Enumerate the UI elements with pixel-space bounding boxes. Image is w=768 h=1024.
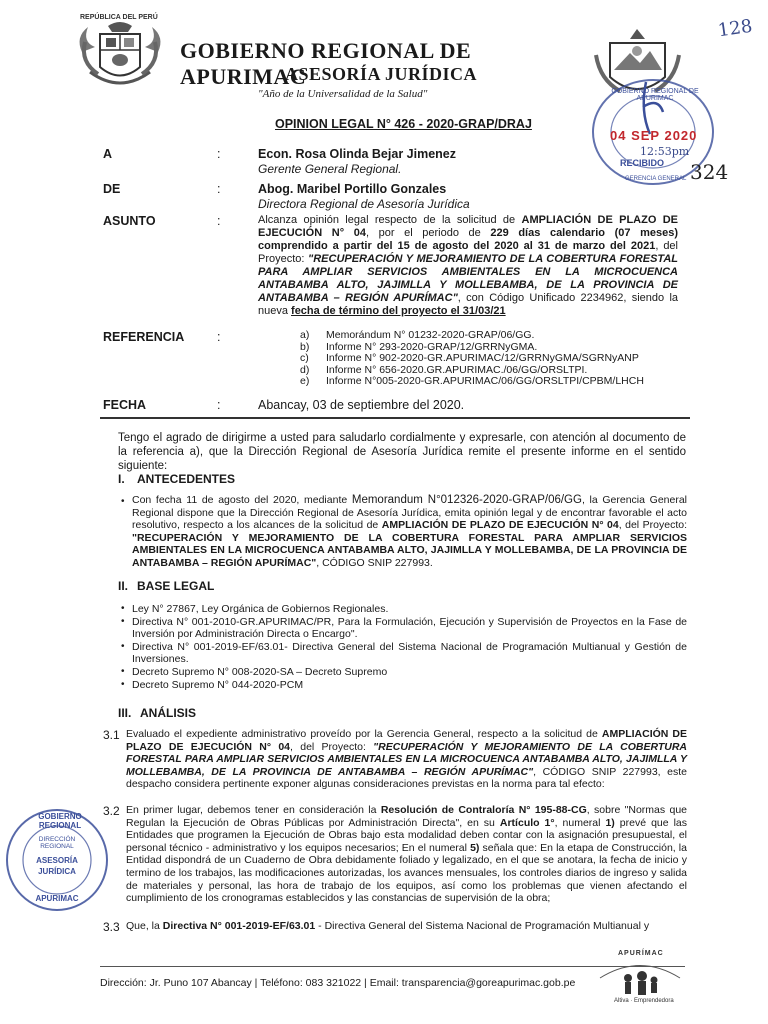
colon: : xyxy=(217,214,221,228)
section-number: I. xyxy=(118,472,125,486)
coat-of-arms xyxy=(70,12,170,97)
analysis-paragraph-3-3: Que, la Directiva N° 001-2019-EF/63.01 - Directiva General del Sistema Nacional de Programación Multianual y xyxy=(126,920,650,932)
reference-item: d) Informe N° 656-2020.GR.APURIMAC./06/GG/ORSLTPI. xyxy=(300,363,588,376)
paragraph-number: 3.3 xyxy=(103,920,120,934)
reference-item: e) Informe N°005-2020-GR.APURIMAC/06/GG/ORSLTPI/CPBM/LHCH xyxy=(300,375,644,388)
header-divider xyxy=(100,417,690,419)
bullet-icon: • xyxy=(121,665,125,677)
field-label-de: DE xyxy=(103,182,121,196)
reference-item: a) Memorándum N° 01232-2020-GRAP/06/GG. xyxy=(300,329,535,341)
stamp-received: RECIBIDO xyxy=(620,158,665,168)
stamp-ring-text: GOBIERNO REGIONAL xyxy=(38,812,82,830)
field-label-asunto: ASUNTO xyxy=(103,214,156,228)
bullet-icon: • xyxy=(121,496,125,507)
document-date: Abancay, 03 de septiembre del 2020. xyxy=(258,398,465,412)
section-title-antecedentes: ANTECEDENTES xyxy=(137,472,236,486)
stamp-inner-text: DIRECCIÓN REGIONAL xyxy=(38,836,76,850)
logo-text: APURÍMAC xyxy=(618,950,664,957)
page-subtitle: ASESORÍA JURÍDICA xyxy=(285,64,478,84)
bullet-icon: • xyxy=(121,603,125,614)
colon: : xyxy=(217,330,221,344)
bullet-icon: • xyxy=(121,615,125,627)
sender-role: Directora Regional de Asesoría Jurídica xyxy=(258,197,470,211)
section-number: II. xyxy=(118,579,129,593)
handwritten-page-number: 128 xyxy=(716,15,754,42)
page-title: GOBIERNO REGIONAL DE APURIMAC xyxy=(180,38,472,89)
base-legal-list xyxy=(121,603,687,691)
bullet-icon: • xyxy=(121,678,125,690)
subject-text: Alcanza opinión legal respecto de la solicitud de AMPLIACIÓN DE PLAZO DE EJECUCIÓN N° 04, por el periodo de 229 días calendario (07 meses) comprendido a partir del 15 de agosto del 2020 al 31 de marzo del 2021, del Proyecto: "RECUPERACIÓN Y MEJORAMIENTO DE LA COBERTURA FORESTAL PARA AMPLIAR SERVICIOS AMBIENTALES EN LA MICROCUENCA ANTABAMBA ALTO, JAJIMLLA Y MOLLEBAMBA, DE LA PROVINCIA DE ANTABAMBA – REGIÓN APURÍMAC", con Código Unificado 2234962, siendo la nueva fecha de término del proyecto el 31/03/21 xyxy=(258,214,679,317)
list-item: • Decreto Supremo N° 008-2020-SA – Decreto Supremo xyxy=(121,665,388,678)
field-label-a: A xyxy=(103,147,113,161)
list-item: • Ley N° 27867, Ley Orgánica de Gobiernos Regionales. xyxy=(121,603,389,615)
reference-list xyxy=(300,330,644,388)
colon: : xyxy=(217,147,221,161)
recipient-role: Gerente General Regional. xyxy=(258,162,402,176)
stamp-date: 04 SEP 2020 xyxy=(610,128,698,143)
stamp-bottom-text: APURIMAC xyxy=(35,894,79,903)
field-label-referencia: REFERENCIA xyxy=(103,330,185,344)
list-item: • Directiva N° 001-2010-GR.APURIMAC/PR, Para la Formulación, Ejecución y Supervisión de Proyectos en la Fase de Inversión por Administración Directa o Encargo". xyxy=(121,615,687,641)
reference-item: c) Informe N° 902-2020-GR.APURIMAC/12/GRRNyGMA/SGRNyANP xyxy=(300,352,639,365)
logo-subtext: Altiva · Emprendedora xyxy=(614,998,674,1004)
coat-of-arms-caption: REPÚBLICA DEL PERÚ xyxy=(80,14,158,21)
document-title: OPINION LEGAL N° 426 - 2020-GRAP/DRAJ xyxy=(275,117,532,131)
paragraph-number: 3.2 xyxy=(103,804,120,818)
analysis-paragraph-3-1: Evaluado el expediente administrativo proveído por la Gerencia General, respecto a la solicitud de AMPLIACIÓN DE PLAZO DE EJECUCIÓN N° 04, del Proyecto: "RECUPERACIÓN Y MEJORAMIENTO DE LA COBERTURA FORESTAL PARA AMPLIAR SERVICIOS AMBIENTALES EN LA MICROCUENCA ANTABAMBA ALTO, JAJIMLLA Y MOLLEBAMBA, DE LA PROVINCIA DE ANTABAMBA – REGIÓN APURÍMAC", CÓDIGO SNIP 227993, este despacho considera pertinente exponer algunas consideraciones previstas en la norma para tal efecto: xyxy=(126,728,688,791)
section-number: III. xyxy=(118,706,132,720)
colon: : xyxy=(217,398,221,412)
reference-item: b) Informe N° 293-2020-GRAP/12/GRRNyGMA. xyxy=(300,340,538,353)
analysis-paragraph-3-2: En primer lugar, debemos tener en consideración la Resolución de Contraloría N° 195-88-CG, sobre "Normas que Regulan la Ejecución de Obras Públicas por Administración Directa", en su Artículo 1°, numeral 1) prevé que las Entidades que programen la Ejecución de Obras bajo esta modalidad deben contar con la asignación presupuestal, el personal técnico - administrativo y los equipos necesarios; En el numeral 5) señala que: En la etapa de Construcción, la Entidad dispondrá de un Cuaderno de Obra debidamente foliado y legalizado, en el que se anotara, la fecha de inicio y termino de los trabajos, las modificaciones autorizadas, los avances mensuales, los controles diarios de ingreso y salida de materiales y personal, las hora de trabajo de los equipos, así como los problemas que vienen afectando el cumplimiento de los cronogramas establecidos y las constancias de supervisión de la obra; xyxy=(126,804,688,905)
sender-name: Abog. Maribel Portillo Gonzales xyxy=(258,182,447,196)
handwritten-folio: 324 xyxy=(690,160,729,184)
antecedentes-paragraph: Con fecha 11 de agosto del 2020, mediante Memorandum N°012326-2020-GRAP/06/GG, la Gerencia General Regional dispone que la Dirección Regional de Asesoría Jurídica, emita opinión legal y de encontrar favorable el acto resolutivo, respecto a los alcances de la solicitud de AMPLIACIÓN DE PLAZO DE EJECUCIÓN N° 04, del Proyecto: "RECUPERACIÓN Y MEJORAMIENTO DE LA COBERTURA FORESTAL PARA AMPLIAR SERVICIOS AMBIENTALES EN LA MICROCUENCA ANTABAMBA ALTO, JAJIMLLA Y MOLLEBAMBA, DE LA PROVINCIA DE ANTABAMBA – REGIÓN APURÍMAC", CÓDIGO SNIP 227993. xyxy=(132,494,688,569)
intro-paragraph: Tengo el agrado de dirigirme a usted para saludarlo cordialmente y expresarle, con atención al documento de la referencia a), que la Dirección Regional de Asesoría Jurídica remite el presente informe en el sentido siguiente: xyxy=(118,432,686,472)
list-item: • Directiva N° 001-2019-EF/63.01- Directiva General del Sistema Nacional de Programación Multianual y Gestión de Inversiones. xyxy=(121,640,687,666)
field-label-fecha: FECHA xyxy=(103,398,147,412)
footer-contact: Dirección: Jr. Puno 107 Abancay | Teléfono: 083 321022 | Email: transparencia@goreapurimac.gob.pe xyxy=(100,977,576,989)
stamp-ring-text: GOBIERNO REGIONAL DE APURIMAC xyxy=(611,88,699,102)
paragraph-number: 3.1 xyxy=(103,728,120,742)
motto: "Año de la Universalidad de la Salud" xyxy=(258,88,428,100)
stamp-inner-text: JURÍDICA xyxy=(38,867,76,876)
section-title-analisis: ANÁLISIS xyxy=(140,706,197,720)
list-item: • Decreto Supremo N° 044-2020-PCM xyxy=(121,678,304,691)
recipient-name: Econ. Rosa Olinda Bejar Jimenez xyxy=(258,147,456,161)
colon: : xyxy=(217,182,221,196)
stamp-bottom-text: GERENCIA GENERAL xyxy=(625,176,687,182)
stamp-inner-text: ASESORÍA xyxy=(36,856,78,865)
section-title-base-legal: BASE LEGAL xyxy=(137,579,215,593)
stamp-handwritten-time: 12:53pm xyxy=(640,145,690,158)
bullet-icon: • xyxy=(121,640,125,652)
